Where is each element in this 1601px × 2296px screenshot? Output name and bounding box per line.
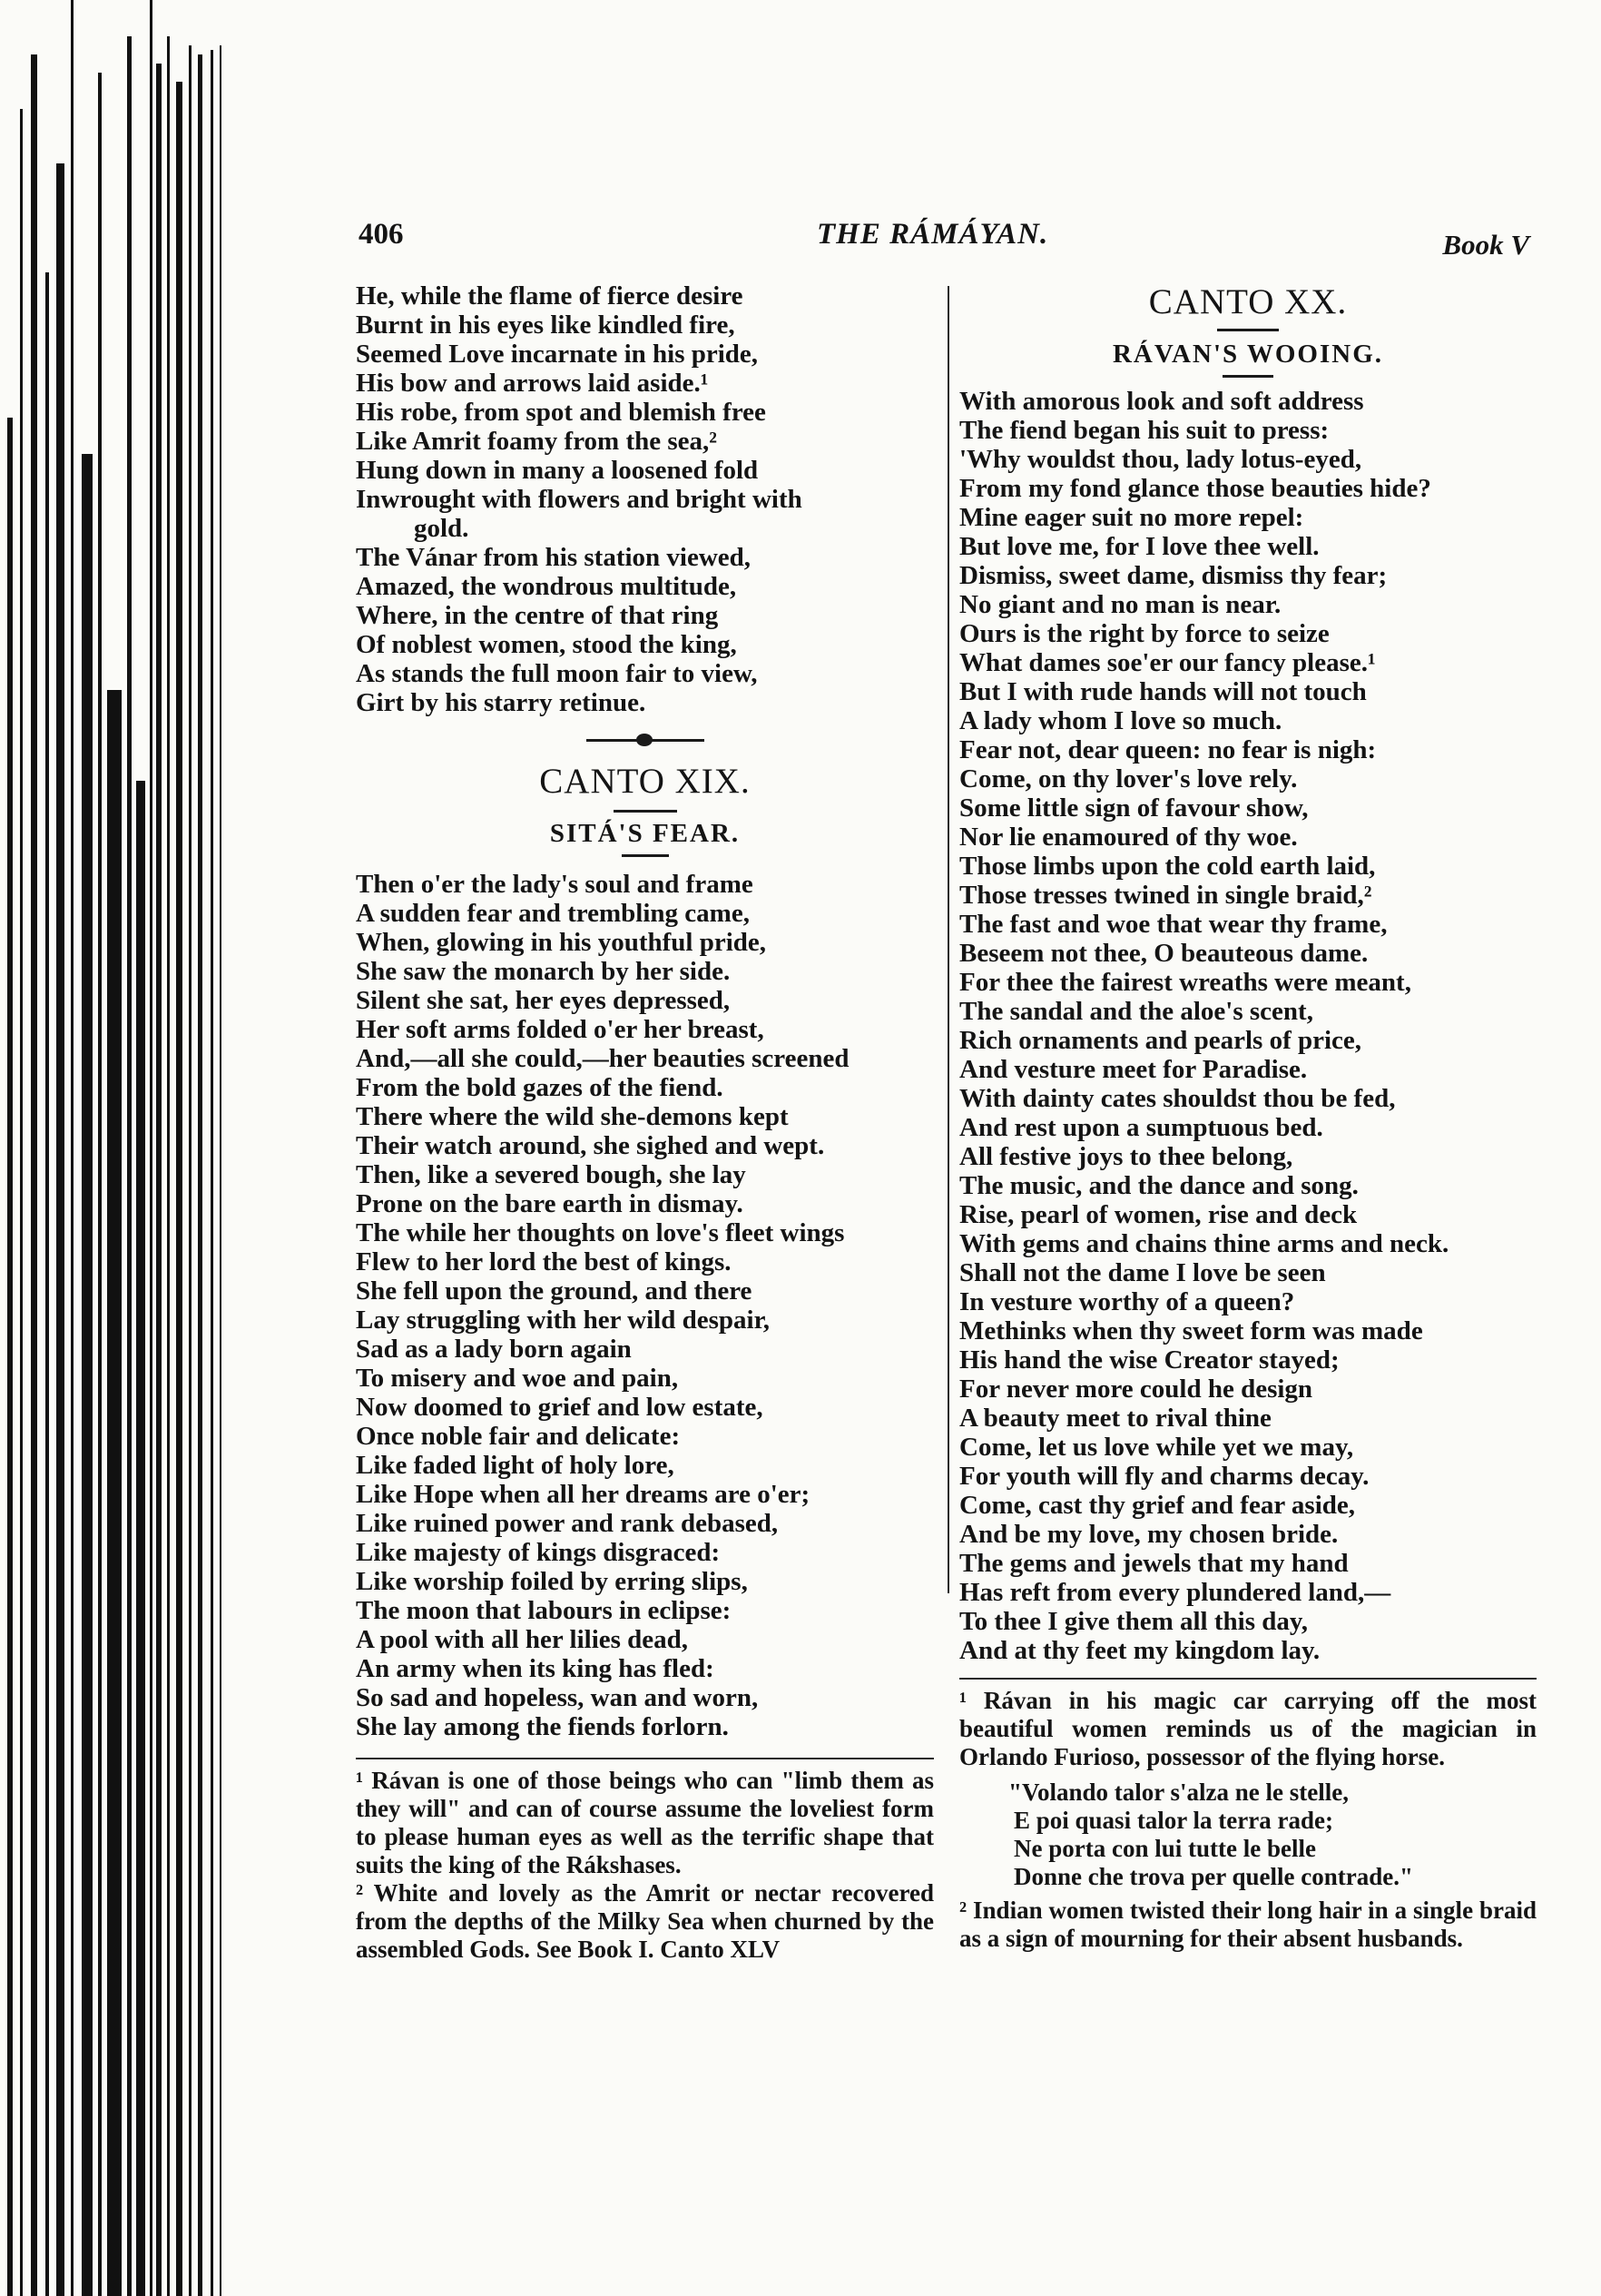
verse-line: Then, like a severed bough, she lay (356, 1160, 746, 1189)
canto-20-verse (959, 387, 1537, 1665)
verse-line: Like ruined power and rank debased, (356, 1509, 779, 1538)
verse-line: There where the wild she-demons kept (356, 1102, 789, 1131)
verse-line: And vesture meet for Paradise. (959, 1055, 1308, 1084)
footnote-3: ¹ Rávan in his magic car carrying off the most beautiful women reminds us of the magician in Orlando Furioso, possessor of the flying horse. (959, 1687, 1537, 1770)
right-column (959, 281, 1537, 1953)
verse-line: Rich ornaments and pearls of price, (959, 1026, 1362, 1055)
page-header (359, 218, 1529, 263)
page-number: 406 (359, 218, 404, 251)
verse-line: Methinks when thy sweet form was made (959, 1316, 1423, 1345)
canto-19-title: CANTO XIX. (539, 762, 751, 801)
verse-line: Like majesty of kings disgraced: (356, 1538, 721, 1567)
verse-line: Flew to her lord the best of kings. (356, 1247, 732, 1276)
left-column (356, 281, 934, 1964)
verse-line: The sandal and the aloe's scent, (959, 997, 1313, 1026)
verse-line: Like Hope when all her dreams are o'er; (356, 1480, 810, 1509)
verse-line: Beseem not thee, O beauteous dame. (959, 939, 1369, 968)
verse-line: Like faded light of holy lore, (356, 1451, 674, 1480)
canto-19-verse (356, 870, 934, 1741)
verse-line: Has reft from every plundered land,— (959, 1578, 1391, 1607)
verse-line: Amazed, the wondrous multitude, (356, 572, 737, 601)
verse-line: For thee the fairest wreaths were meant, (959, 968, 1411, 997)
verse-line: His hand the wise Creator stayed; (959, 1345, 1340, 1375)
quote-line: E poi quasi talor la terra rade; (1014, 1807, 1333, 1834)
italian-quotation (959, 1779, 1537, 1891)
verse-line: Come, let us love while yet we may, (959, 1433, 1354, 1462)
verse-line: The while her thoughts on love's fleet wings (356, 1218, 845, 1247)
verse-line: Where, in the centre of that ring (356, 601, 719, 630)
verse-line: Girt by his starry retinue. (356, 688, 646, 717)
footnote-2: ² White and lovely as the Amrit or nectar recovered from the depths of the Milky Sea when churned by the assembled Gods. See Book I. Canto XLV (356, 1879, 934, 1963)
verse-line: From my fond glance those beauties hide? (959, 474, 1431, 503)
verse-line: Once noble fair and delicate: (356, 1422, 681, 1451)
verse-line: The fast and woe that wear thy frame, (959, 910, 1388, 939)
verse-line: Fear not, dear queen: no fear is nigh: (959, 735, 1377, 764)
verse-line: With amorous look and soft address (959, 387, 1364, 416)
verse-line: Ours is the right by force to seize (959, 619, 1330, 648)
verse-line: But I with rude hands will not touch (959, 677, 1367, 706)
verse-line: Those limbs upon the cold earth laid, (959, 852, 1376, 881)
verse-line: What dames soe'er our fancy please.¹ (959, 648, 1376, 677)
footnote-1: ¹ Rávan is one of those beings who can "limb them as they will" and can of course assume the loveliest form to please human eyes as well as the terrific shape that suits the king of the Rákshases. (356, 1767, 934, 1878)
verse-line: So sad and hopeless, wan and worn, (356, 1683, 759, 1712)
verse-line: From the bold gazes of the fiend. (356, 1073, 723, 1102)
verse-line: And at thy feet my kingdom lay. (959, 1636, 1321, 1665)
verse-line: No giant and no man is near. (959, 590, 1282, 619)
verse-line: Those tresses twined in single braid,² (959, 881, 1372, 910)
verse-line: A pool with all her lilies dead, (356, 1625, 689, 1654)
verse-line: For never more could he design (959, 1375, 1313, 1404)
book-edge-scan (0, 0, 227, 2296)
verse-line: Rise, pearl of women, rise and deck (959, 1200, 1358, 1229)
canto-19-subtitle: SITÁ'S FEAR. (549, 819, 741, 848)
verse-line: Their watch around, she sighed and wept. (356, 1131, 825, 1160)
intro-verse (356, 281, 934, 717)
verse-line: Hung down in many a loosened fold (356, 456, 759, 485)
verse-line: The gems and jewels that my hand (959, 1549, 1349, 1578)
verse-line: Mine eager suit no more repel: (959, 503, 1304, 532)
verse-line: For youth will fly and charms decay. (959, 1462, 1370, 1491)
verse-line: And rest upon a sumptuous bed. (959, 1113, 1323, 1142)
verse-line: Burnt in his eyes like kindled fire, (356, 310, 735, 340)
verse-line: Come, on thy lover's love rely. (959, 764, 1298, 793)
verse-line: As stands the full moon fair to view, (356, 659, 758, 688)
verse-line: Sad as a lady born again (356, 1335, 632, 1364)
canto-20-title: CANTO XX. (1148, 282, 1348, 321)
verse-line: In vesture worthy of a queen? (959, 1287, 1295, 1316)
verse-line: With gems and chains thine arms and neck. (959, 1229, 1449, 1258)
verse-line: Prone on the bare earth in dismay. (356, 1189, 743, 1218)
quote-line: Ne porta con lui tutte le belle (1014, 1835, 1316, 1862)
verse-line: To misery and woe and pain, (356, 1364, 679, 1393)
verse-line: The moon that labours in eclipse: (356, 1596, 732, 1625)
verse-line: The fiend began his suit to press: (959, 416, 1330, 445)
subtitle-rule (1223, 375, 1273, 378)
verse-line: The music, and the dance and song. (959, 1171, 1359, 1200)
verse-line: Then o'er the lady's soul and frame (356, 870, 753, 899)
verse-line: She fell upon the ground, and there (356, 1276, 752, 1306)
canto-20-subtitle: RÁVAN'S WOOING. (1112, 340, 1384, 369)
verse-line: Nor lie enamoured of thy woe. (959, 823, 1298, 852)
footnote-rule (959, 1678, 1537, 1680)
verse-line: Inwrought with flowers and bright with (356, 485, 802, 514)
verse-line: A sudden fear and trembling came, (356, 899, 750, 928)
verse-line: gold. (414, 514, 469, 543)
verse-line: With dainty cates shouldst thou be fed, (959, 1084, 1396, 1113)
section-ornament (586, 732, 704, 748)
title-rule (1217, 329, 1279, 331)
verse-line: An army when its king has fled: (356, 1654, 714, 1683)
verse-line: And,—all she could,—her beauties screened (356, 1044, 850, 1073)
running-title: THE RÁMÁYAN. (817, 218, 1049, 251)
verse-line: Now doomed to grief and low estate, (356, 1393, 763, 1422)
verse-line: But love me, for I love thee well. (959, 532, 1320, 561)
verse-line: Lay struggling with her wild despair, (356, 1306, 771, 1335)
verse-line: And be my love, my chosen bride. (959, 1520, 1339, 1549)
footnote-4: ² Indian women twisted their long hair in a single braid as a sign of mourning for their absent husbands. (959, 1897, 1537, 1952)
verse-line: He, while the flame of fierce desire (356, 281, 743, 310)
verse-line: His robe, from spot and blemish free (356, 398, 766, 427)
verse-line: Seemed Love incarnate in his pride, (356, 340, 759, 369)
verse-line: Her soft arms folded o'er her breast, (356, 1015, 764, 1044)
quote-line: "Volando talor s'alza ne le stelle, (1008, 1779, 1349, 1806)
title-rule (614, 810, 677, 813)
verse-line: Some little sign of favour show, (959, 793, 1309, 823)
verse-line: Like worship foiled by erring slips, (356, 1567, 748, 1596)
verse-line: She lay among the fiends forlorn. (356, 1712, 729, 1741)
verse-line: A lady whom I love so much. (959, 706, 1282, 735)
subtitle-rule (622, 854, 669, 857)
verse-line: Of noblest women, stood the king, (356, 630, 737, 659)
verse-line: Shall not the dame I love be seen (959, 1258, 1326, 1287)
column-divider (948, 286, 949, 1593)
verse-line: Like Amrit foamy from the sea,² (356, 427, 717, 456)
verse-line: Silent she sat, her eyes depressed, (356, 986, 731, 1015)
verse-line: All festive joys to thee belong, (959, 1142, 1293, 1171)
verse-line: Dismiss, sweet dame, dismiss thy fear; (959, 561, 1388, 590)
verse-line: The Vánar from his station viewed, (356, 543, 751, 572)
verse-line: A beauty meet to rival thine (959, 1404, 1272, 1433)
footnote-rule (356, 1758, 934, 1759)
verse-line: To thee I give them all this day, (959, 1607, 1309, 1636)
verse-line: Come, cast thy grief and fear aside, (959, 1491, 1356, 1520)
quote-line: Donne che trova per quelle contrade." (1014, 1863, 1413, 1890)
verse-line: When, glowing in his youthful pride, (356, 928, 767, 957)
verse-line: She saw the monarch by her side. (356, 957, 731, 986)
verse-line: His bow and arrows laid aside.¹ (356, 369, 709, 398)
book-label: Book V (1442, 229, 1529, 261)
verse-line: 'Why wouldst thou, lady lotus-eyed, (959, 445, 1362, 474)
